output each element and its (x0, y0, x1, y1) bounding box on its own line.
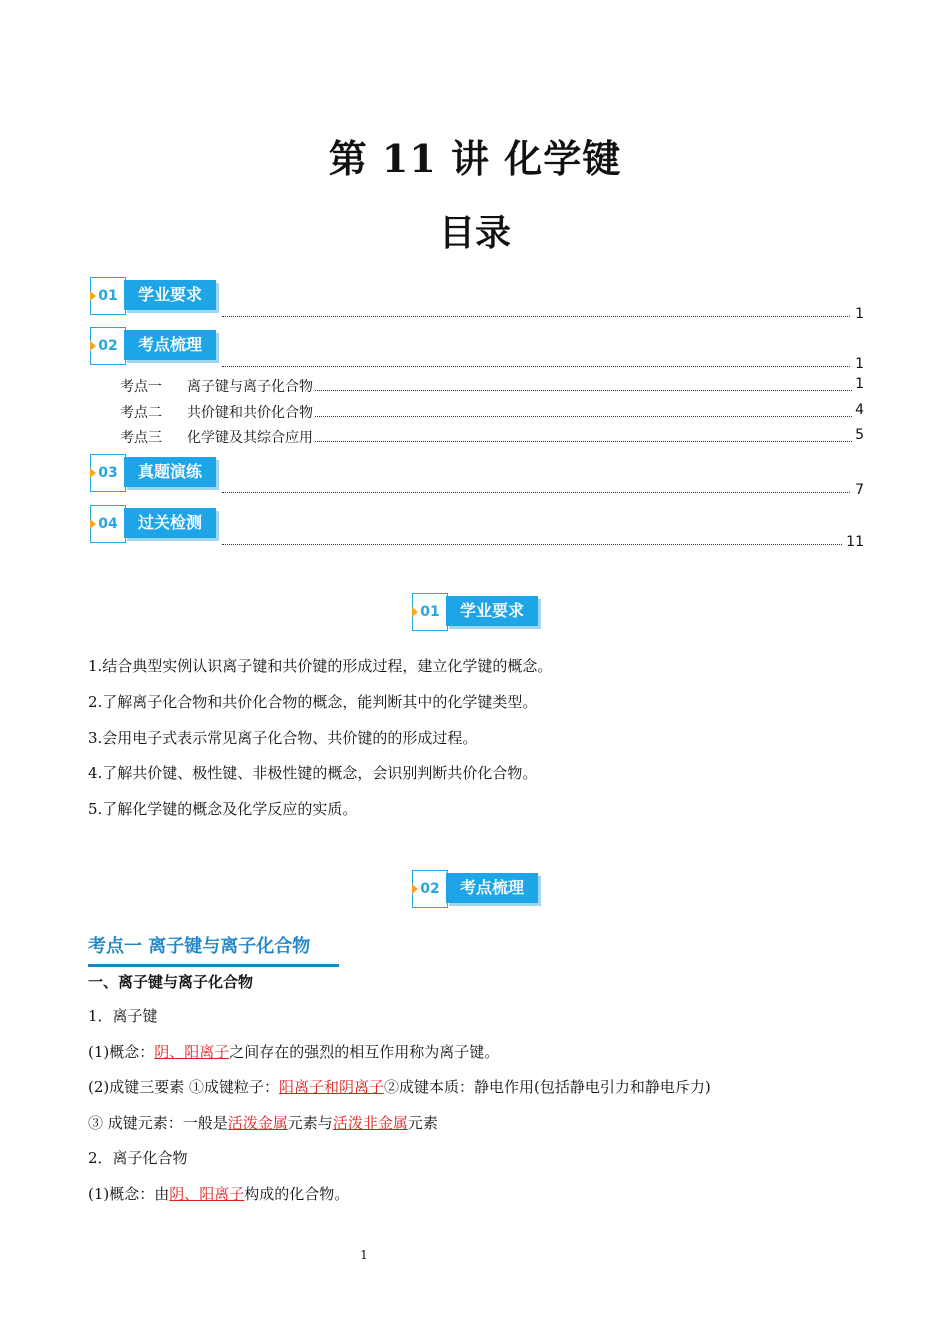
text-run: 构成的化合物。 (244, 1185, 350, 1203)
text-run: (1)概念： (88, 1043, 155, 1061)
tag-label: 学业要求 (446, 596, 538, 626)
toc-subitem-key: 考点一 (120, 379, 162, 395)
paragraph: 1．离子键 (88, 1007, 158, 1025)
paragraph (88, 1076, 711, 1097)
toc-subitem-text: 共价键和共价化合物 (187, 402, 315, 422)
toc-line-02[interactable] (222, 352, 864, 370)
toc-subitem-text: 离子键与离子化合物 (187, 376, 315, 396)
toc-page: 7 (855, 482, 864, 498)
toc-leader (290, 416, 852, 417)
requirement-item: 5.了解化学键的概念及化学反应的实质。 (88, 800, 358, 818)
toc-page: 1 (855, 376, 864, 392)
paragraph (88, 1041, 499, 1062)
tag-number: 03 (90, 454, 126, 492)
page-title: 第 11 讲 化学键 (328, 136, 622, 181)
toc-subitem-key: 考点二 (120, 405, 162, 421)
answer-blank: 阳离子和阴离子 (279, 1078, 385, 1096)
requirement-item: 2.了解离子化合物和共价化合物的概念，能判断其中的化学键类型。 (88, 693, 538, 711)
paragraph (88, 1112, 438, 1133)
toc-leader (290, 390, 852, 391)
text-run: ③ 成键元素：一般是 (88, 1114, 228, 1132)
tag-number: 02 (412, 870, 448, 908)
toc-page: 4 (855, 402, 864, 418)
toc-subitem-2[interactable] (120, 402, 864, 422)
tag-label: 学业要求 (124, 280, 216, 310)
requirement-item: 3.会用电子式表示常见离子化合物、共价键的的形成过程。 (88, 729, 478, 747)
text-run: (2)成键三要素 ①成键粒子： (88, 1078, 280, 1096)
toc-leader (222, 544, 842, 545)
toc-page: 1 (855, 356, 864, 372)
toc-leader (222, 492, 850, 493)
toc-subitem-text: 化学键及其综合应用 (187, 427, 315, 447)
answer-blank: 活泼金属 (227, 1114, 288, 1132)
page-number: 1 (360, 1248, 368, 1262)
toc-subitem-3[interactable] (120, 427, 864, 447)
toc-page: 5 (855, 427, 864, 443)
section-heading: 考点一 离子键与离子化合物 (88, 936, 311, 957)
toc-line-04[interactable] (222, 530, 864, 548)
text-run: (1)概念：由 (88, 1185, 170, 1203)
tag-number: 02 (90, 327, 126, 365)
paragraph: 2．离子化合物 (88, 1149, 188, 1167)
answer-blank: 阴、阳离子 (169, 1185, 245, 1203)
answer-blank: 阴、阳离子 (154, 1043, 230, 1061)
toc-line-03[interactable] (222, 478, 864, 496)
text-run: 之间存在的强烈的相互作用称为离子键。 (229, 1043, 500, 1061)
tag-number: 01 (412, 593, 448, 631)
tag-number: 01 (90, 277, 126, 315)
tag-label: 考点梳理 (446, 873, 538, 903)
toc-line-01[interactable] (222, 302, 864, 320)
section-heading-underline (88, 964, 339, 967)
toc-heading: 目录 (438, 212, 511, 254)
toc-leader (222, 366, 850, 367)
text-run: 元素 (407, 1114, 438, 1132)
toc-subitem-key: 考点三 (120, 430, 162, 446)
text-run: 元素与 (287, 1114, 333, 1132)
toc-subitem-1[interactable] (120, 376, 864, 396)
toc-leader (222, 316, 850, 317)
toc-page: 1 (855, 306, 864, 322)
paragraph (88, 1183, 349, 1204)
requirement-item: 1.结合典型实例认识离子键和共价键的形成过程，建立化学键的概念。 (88, 657, 553, 675)
tag-label: 过关检测 (124, 508, 216, 538)
sub-heading: 一、离子键与离子化合物 (88, 973, 254, 991)
tag-number: 04 (90, 505, 126, 543)
text-run: ②成键本质：静电作用(包括静电引力和静电斥力) (384, 1078, 711, 1096)
toc-leader (290, 441, 852, 442)
requirement-item: 4.了解共价键、极性键、非极性键的概念，会识别判断共价化合物。 (88, 764, 538, 782)
toc-page: 11 (846, 534, 864, 550)
tag-label: 真题演练 (124, 457, 216, 487)
answer-blank: 活泼非金属 (332, 1114, 408, 1132)
tag-label: 考点梳理 (124, 330, 216, 360)
